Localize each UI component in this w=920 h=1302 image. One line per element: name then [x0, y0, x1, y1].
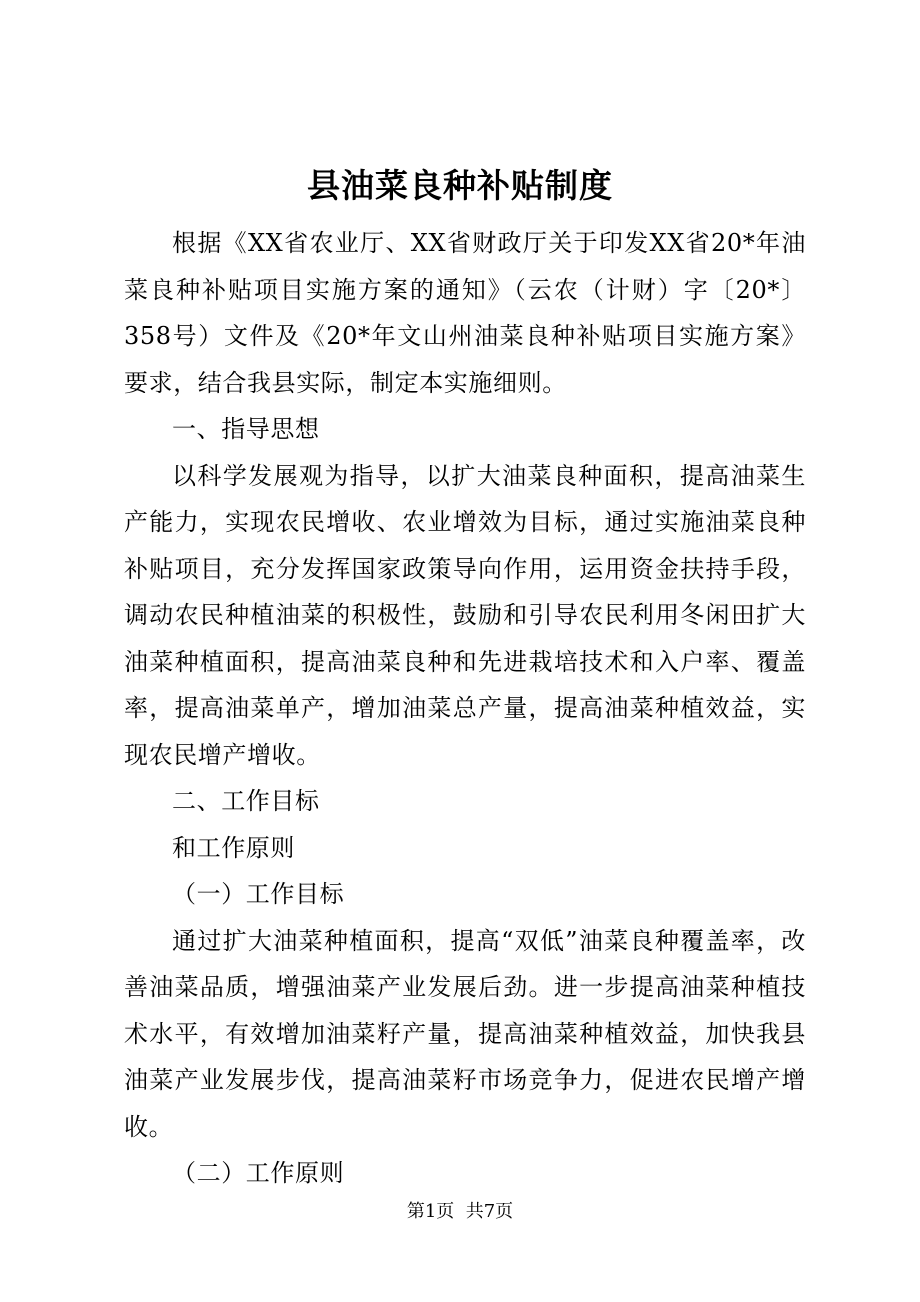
page-footer: [0, 1198, 920, 1226]
heading-guiding-thought: 一、指导思想: [172, 415, 320, 443]
footer-prefix: 第: [406, 1201, 425, 1222]
heading-work-principles-continued: 和工作原则: [172, 833, 295, 862]
paragraph-guiding-thought: 以科学发展观为指导，以扩大油菜良种面积，提高油菜生产能力，实现农民增收、农业增效为目标，通过实施油菜良种补贴项目，充分发挥国家政策导向作用，运用资金扶持手段，调动农民种植油菜的积极性，鼓励和引导农民利用冬闲田扩大油菜种植面积，提高油菜良种和先进栽培技术和入户率、覆盖率，提高油菜单产，增加油菜总产量，提高油菜种植效益，实现农民增产增收。: [124, 461, 806, 769]
paragraph-intro: 根据《XX省农业厅、XX省财政厅关于印发XX省20*年油菜良种补贴项目实施方案的通知》（云农（计财）字〔20*〕358号）文件及《20*年文山州油菜良种补贴项目实施方案》要求，结合我县实际，制定本实施细则。: [124, 229, 806, 397]
footer-page-current: 1: [424, 1201, 437, 1222]
document-body: [124, 220, 806, 1197]
footer-page-total: 7: [483, 1201, 496, 1222]
subheading-work-principles: （二）工作原则: [172, 1159, 345, 1187]
heading-work-goals: 二、工作目标: [172, 787, 320, 815]
subheading-work-goals: （一）工作目标: [172, 880, 345, 908]
footer-mid: 页 共: [436, 1201, 484, 1222]
paragraph-work-goals: 通过扩大油菜种植面积，提高“双低”油菜良种覆盖率，改善油菜品质，增强油菜产业发展后劲。进一步提高油菜种植技术水平，有效增加油菜籽产量，提高油菜种植效益，加快我县油菜产业发展步伐，提高油菜籽市场竞争力，促进农民增产增收。: [124, 926, 806, 1141]
document-title: 县油菜良种补贴制度: [307, 166, 613, 205]
footer-suffix: 页: [495, 1201, 514, 1222]
